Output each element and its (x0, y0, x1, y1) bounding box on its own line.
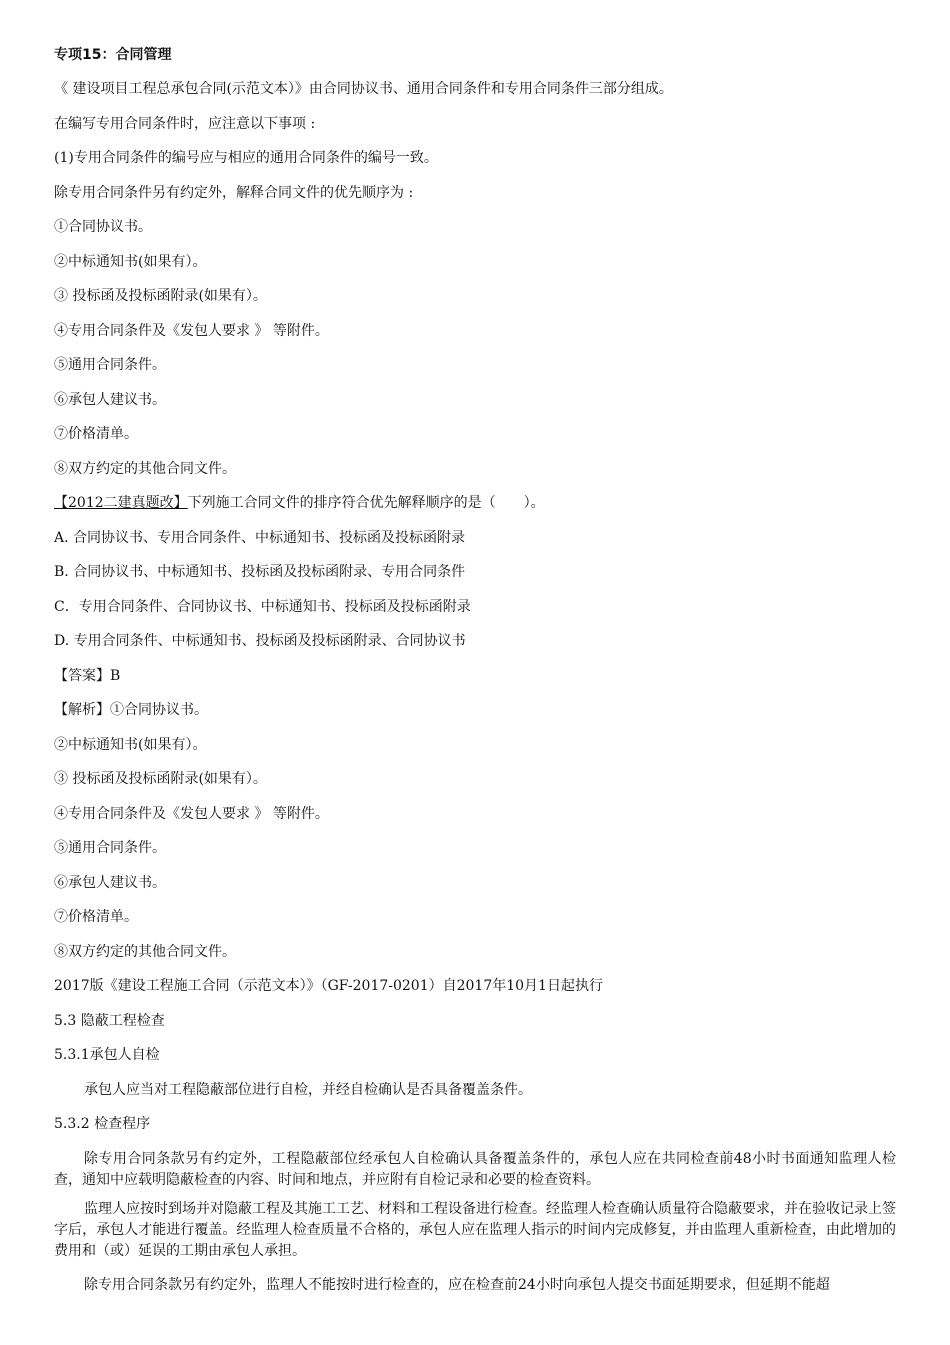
answer-line: 【答案】B (54, 668, 121, 684)
question-option: D. 专用合同条件、中标通知书、投标函及投标函附录、合同协议书 (54, 633, 466, 649)
priority-item: ⑤通用合同条件。 (54, 357, 166, 373)
procedure-paragraph: 监理人应按时到场并对隐蔽工程及其施工工艺、材料和工程设备进行检查。经监理人检查确认质量符合隐蔽要求，并在验收记录上签字后，承包人才能进行覆盖。经监理人检查质量不合格的，承包人应在监理人指示的时间内完成修复，并由监理人重新检查，由此增加的费用和（或）延误的工期由承包人承担。 (54, 1201, 896, 1259)
analysis-line: ③ 投标函及投标函附录(如果有）。 (54, 771, 267, 787)
priority-item: ⑧双方约定的其他合同文件。 (54, 461, 236, 477)
priority-item: ⑦价格清单。 (54, 426, 138, 442)
analysis-line: ⑤通用合同条件。 (54, 840, 166, 856)
section-heading: 5.3 隐蔽工程检查 (54, 1013, 165, 1029)
analysis-line: 【解析】①合同协议书。 (54, 702, 208, 718)
priority-item: ⑥承包人建议书。 (54, 392, 166, 408)
question-option: C．专用合同条件、合同协议书、中标通知书、投标函及投标函附录 (54, 599, 471, 615)
analysis-line: ⑥承包人建议书。 (54, 875, 166, 891)
analysis-line: ④专用合同条件及《发包人要求 》 等附件。 (54, 806, 329, 822)
subsection-text: 承包人应当对工程隐蔽部位进行自检，并经自检确认是否具备覆盖条件。 (84, 1082, 532, 1098)
procedure-paragraph: 除专用合同条款另有约定外，工程隐蔽部位经承包人自检确认具备覆盖条件的，承包人应在共同检查前48小时书面通知监理人检查，通知中应载明隐蔽检查的内容、时间和地点，并应附有自检记录和必要的检查资料。 (54, 1151, 896, 1188)
priority-item: ③ 投标函及投标函附录(如果有）。 (54, 288, 267, 304)
priority-item: ①合同协议书。 (54, 219, 152, 235)
analysis-line: ⑦价格清单。 (54, 909, 138, 925)
question-tag: 【2012二建真题改】 (54, 495, 188, 511)
question-option: B. 合同协议书、中标通知书、投标函及投标函附录、专用合同条件 (54, 564, 466, 580)
question-stem: 下列施工合同文件的排序符合优先解释顺序的是（ ）。 (187, 495, 545, 511)
intro-line: (1)专用合同条件的编号应与相应的通用合同条件的编号一致。 (54, 150, 438, 166)
analysis-line: ②中标通知书(如果有）。 (54, 737, 207, 753)
question-stem-line (54, 493, 545, 513)
edition-line: 2017版《建设工程施工合同（示范文本）》（GF-2017-0201）自2017年10月1日起执行 (54, 978, 603, 994)
intro-line: 在编写专用合同条件时，应注意以下事项 : (54, 116, 316, 132)
subsection-heading: 5.3.1承包人自检 (54, 1047, 160, 1063)
priority-item: ④专用合同条件及《发包人要求 》 等附件。 (54, 323, 329, 339)
section-title: 专项15：合同管理 (54, 47, 172, 63)
subsection-heading: 5.3.2 检查程序 (54, 1116, 151, 1132)
question-option: A. 合同协议书、专用合同条件、中标通知书、投标函及投标函附录 (54, 530, 466, 546)
priority-item: ②中标通知书(如果有）。 (54, 254, 207, 270)
intro-line: 除专用合同条件另有约定外，解释合同文件的优先顺序为 : (54, 185, 414, 201)
intro-line: 《 建设项目工程总承包合同(示范文本）》由合同协议书、通用合同条件和专用合同条件三部分组成。 (54, 81, 673, 97)
analysis-line: ⑧双方约定的其他合同文件。 (54, 944, 236, 960)
procedure-paragraph: 除专用合同条款另有约定外，监理人不能按时进行检查的，应在检查前24小时向承包人提交书面延期要求，但延期不能超 (84, 1277, 830, 1293)
